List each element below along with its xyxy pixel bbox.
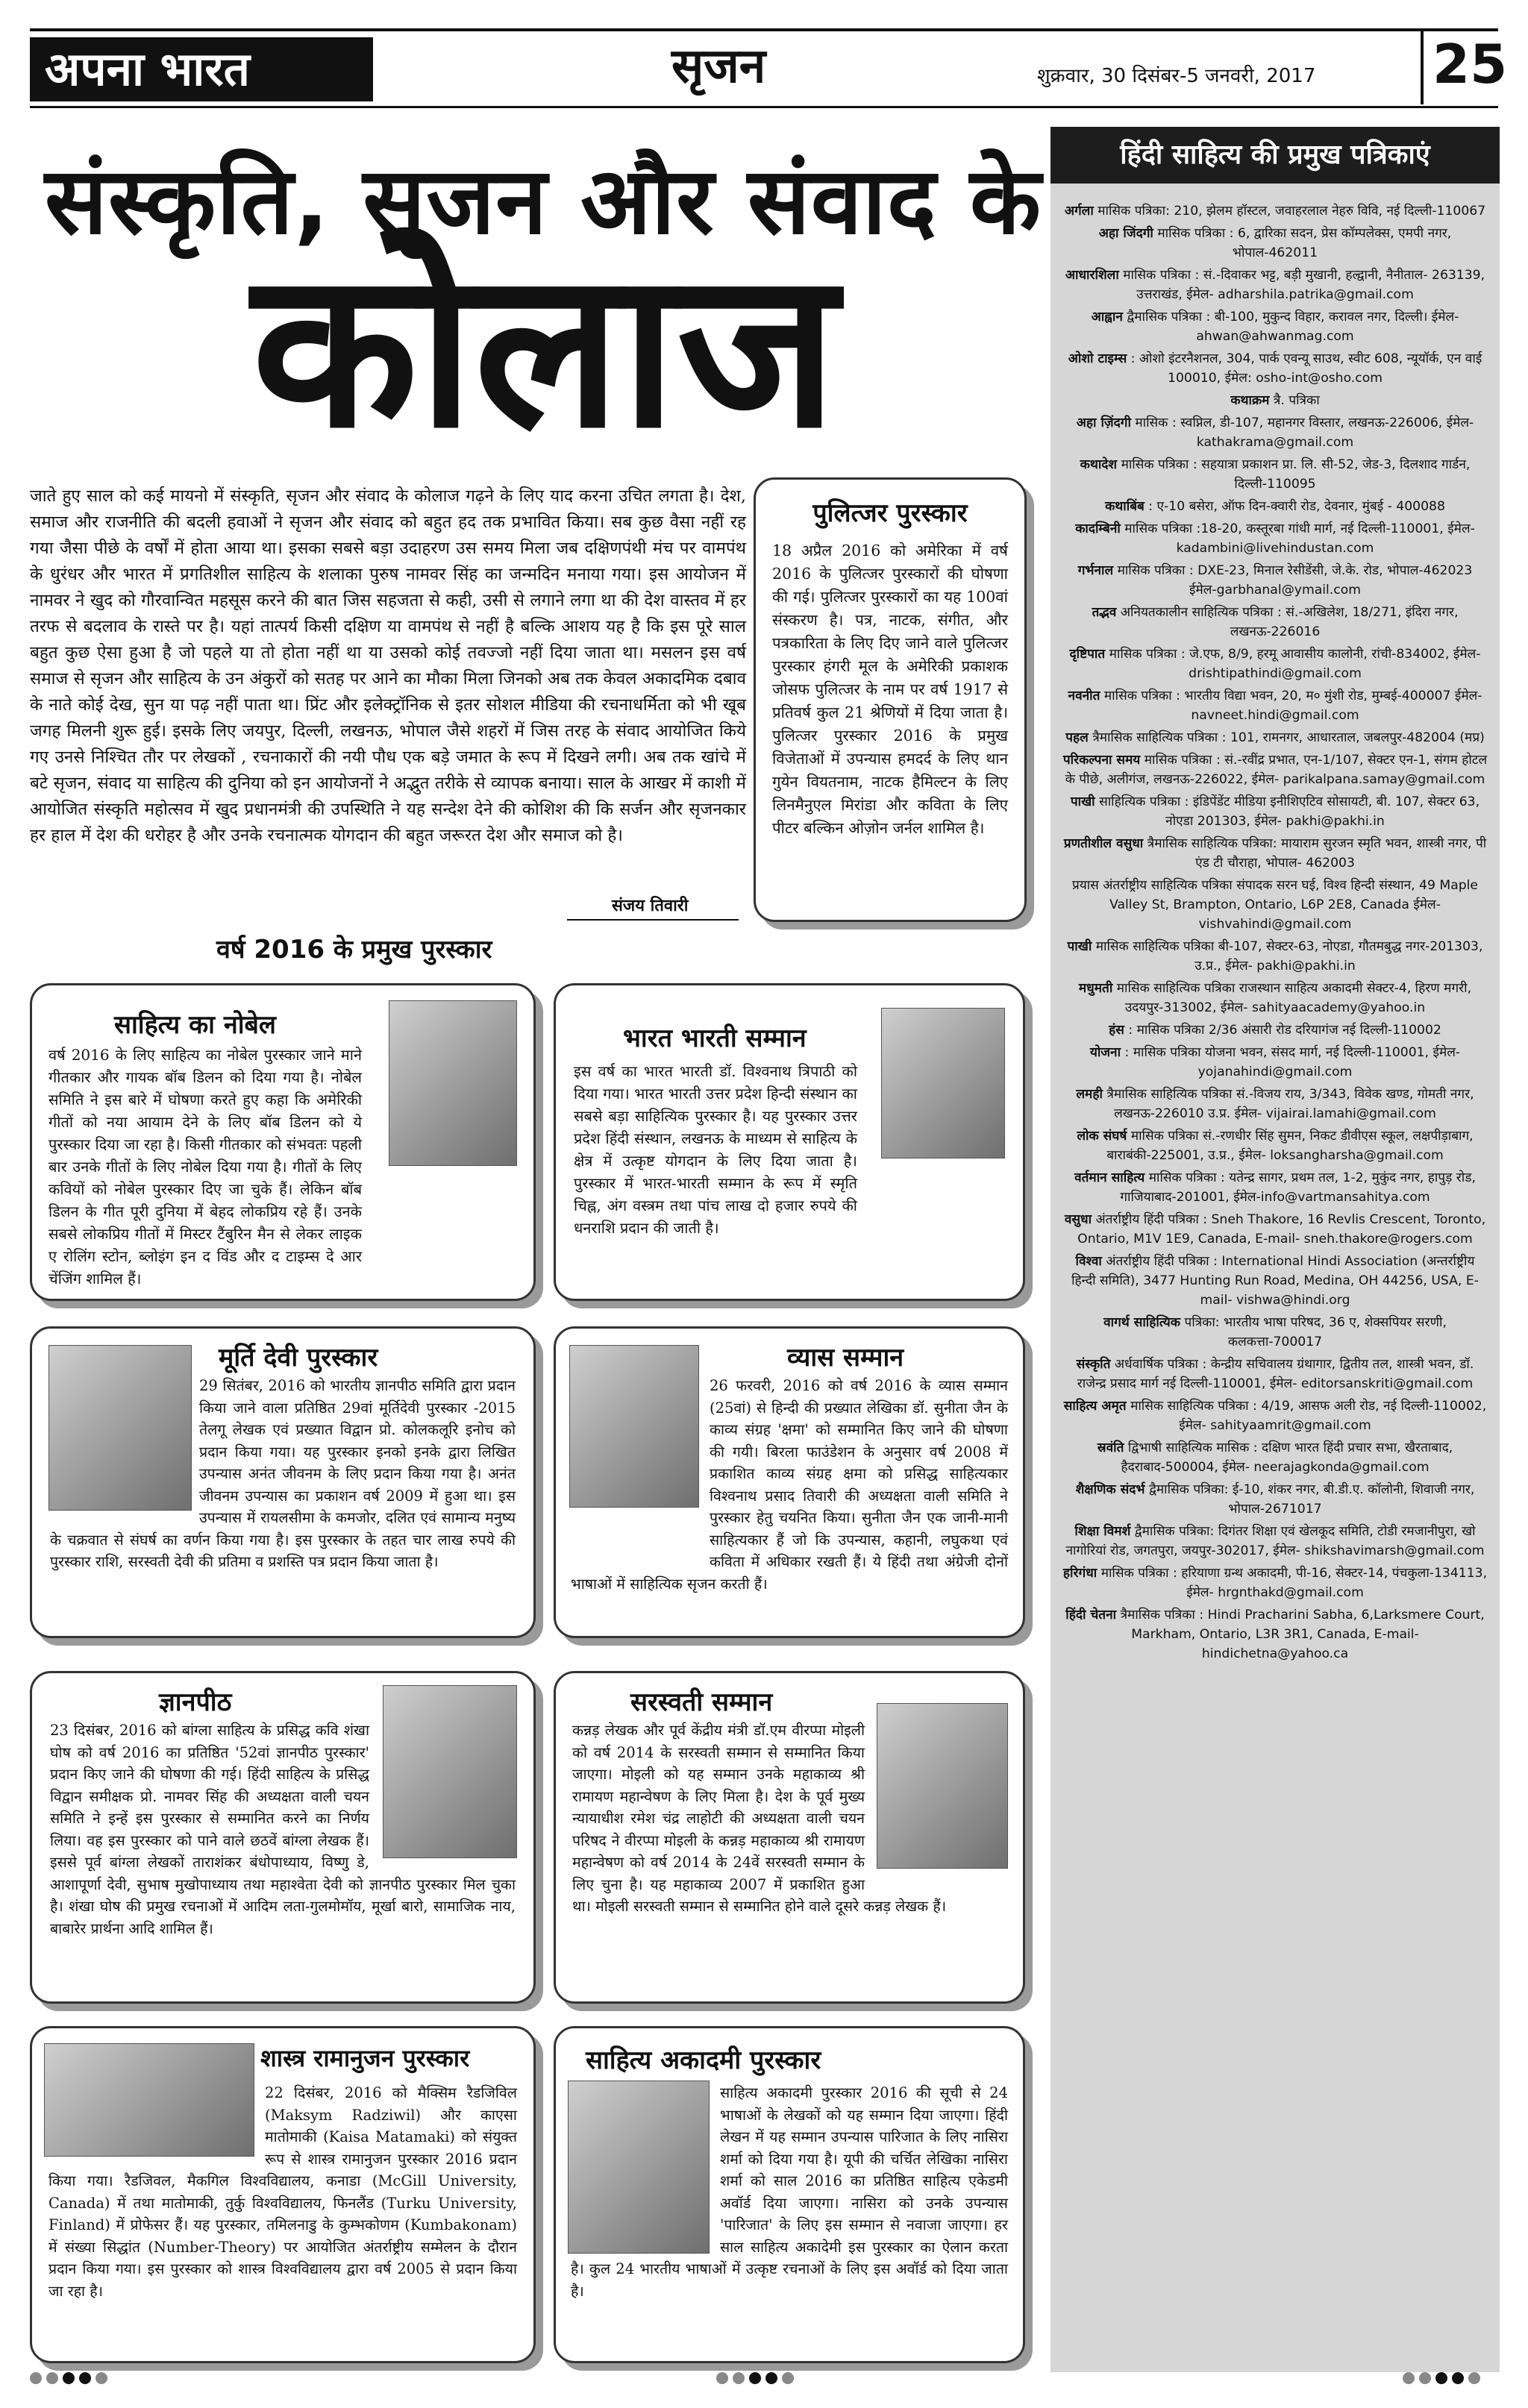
magazine-entry: [1062, 686, 1488, 725]
magazine-address: मासिक पत्रिका : हरियाणा ग्रन्थ अकादमी, पी-16, सेक्टर-14, पंचकुला-134113, ईमेल- hrgnthakd@gmail.com: [1100, 1566, 1488, 1600]
magazine-address: मासिक पत्रिका : भारतीय विद्या भवन, 20, म० मुंशी रोड, मुम्बई-400007 ईमेल- navneet.hindi@gmail.com: [1103, 689, 1482, 723]
masthead-bottom-rule: [30, 106, 1498, 108]
magazine-name: पहल: [1065, 730, 1089, 745]
magazine-entry: [1062, 1605, 1488, 1664]
magazine-name: स्रवंति: [1097, 1440, 1124, 1455]
magazine-name: योजना: [1089, 1045, 1121, 1060]
pulitzer-box: [754, 477, 1027, 922]
vyas-title: व्यास सम्मान: [787, 1343, 904, 1373]
magazine-name: हरिगंधा: [1062, 1566, 1098, 1581]
magazine-entry: [1062, 1438, 1488, 1477]
magazine-name: कथाक्रम: [1230, 393, 1270, 408]
jnanpith-body: 23 दिसंबर, 2016 को बांग्ला साहित्य के प्रसिद्ध कवि शंखा घोष को वर्ष 2016 का प्रतिष्ठित '52वां ज्ञानपीठ पुरस्कार' प्रदान किए जाने की घोषणा की गई। हिंदी साहित्य के प्रसिद्ध विद्वान समीक्षक प्रो. नामवर सिंह की अध्यक्षता वाली चयन समिति ने इन्हें इस पुरस्कार से सम्मानित करने का निर्णय लिया। वह इस पुरस्कार को पाने वाले छठवें बांग्ला लेखक हैं। इससे पूर्व बांग्ला लेखकों ताराशंकर बंधोपाध्याय, विष्णु डे, आशापूर्णा देवी, सुभाष मुखोपाध्याय तथा महाश्वेता देवी को ज्ञानपीठ पुरस्कार मिल चुका है। शंखा घोष की प्रमुख रचनाओं में आदिम लता-गुलमोमॉय, मूर्खा बारो, सामाजिक नाय, बाबारेर प्रार्थना आदि शामिल हैं।: [50, 1722, 516, 1937]
magazine-name: मधुमती: [1078, 981, 1113, 996]
jnanpith-title: ज्ञानपीठ: [159, 1687, 232, 1717]
magazine-entry: [1062, 728, 1488, 747]
magazine-address: द्वैमासिक पत्रिका : बी-100, मुकुन्द विहार, करावल नगर, दिल्ली। ईमेल-ahwan@ahwanmag.com: [1127, 310, 1459, 344]
sidebar-heading: हिंदी साहित्य की प्रमुख पत्रिकाएं: [1050, 127, 1500, 184]
akademi-box: [554, 2026, 1025, 2363]
magazine-entry: [1062, 1355, 1488, 1393]
magazine-entry: [1062, 1480, 1488, 1519]
magazine-entry: [1062, 603, 1488, 642]
magazine-address: : ओशो इंटरनैशनल, 304, पार्क एवन्यू साउथ, स्वीट 608, न्यूयॉर्क, एन वाई 100010, ईमेल: osho-int@osho.com: [1130, 351, 1482, 386]
page-number-divider: [1421, 30, 1424, 104]
magazine-name: अहा जिंदगी: [1098, 226, 1153, 241]
magazine-entry: [1062, 1085, 1488, 1123]
page-number: 25: [1432, 33, 1508, 95]
magazine-entry: [1062, 497, 1488, 516]
nobel-body: वर्ष 2016 के लिए साहित्य का नोबेल पुरस्कार जाने माने गीतकार और गायक बॉब डिलन को दिया गया है। नोबेल समिति ने इस बारे में घोषणा करते हुए कहा कि अमेरिकी गीतों को नया आयाम देने के लिए बॉब डिलन को ये पुरस्कार दिया जा रहा है। किसी गीतकार को संभवतः पहली बार उनके गीतों के लिए नोबेल दिया गया है। गीतों के लिए कवियों को नोबेल पुरस्कार दिए जा चुके हैं। लेकिन बॉब डिलन के गीत पूरी दुनिया में बेहद लोकप्रिय रहे हैं। उनके सबसे लोकप्रिय गीतों में मिस्टर टैंबुरिन मैन से लेकर लाइक ए रोलिंग स्टोन, ब्लोइंग इन द विंड और द टाइम्स दे आर चेंजिंग शामिल हैं।: [48, 1046, 362, 1288]
section-title: सृजन: [671, 39, 766, 94]
magazine-address: मासिक पत्रिका सं.-रणधीर सिंह सुमन, निकट डीवीएस स्कूल, लक्षपीड़ाबाग, बाराबंकी-225001, उ.प्र., ईमेल- loksangharsha@gmail.com: [1106, 1129, 1474, 1163]
magazine-entry: [1062, 979, 1488, 1018]
vishwanath-tripathi-photo: [881, 1008, 1005, 1158]
magazine-name: पाखी: [1070, 794, 1095, 809]
magazine-name: संस्कृति: [1076, 1357, 1111, 1372]
magazine-name: शैक्षणिक संदर्भ: [1075, 1482, 1145, 1497]
magazine-entry: [1062, 1252, 1488, 1310]
footer-dots-right: [1403, 2372, 1485, 2389]
magazine-address: त्रैमासिक साहित्यिक पत्रिका: मायाराम सुरजन स्मृति भवन, शास्त्री नगर, पी एंड टी चौराहा, भोपाल- 462003: [1147, 836, 1487, 871]
magazine-entry: [1062, 1313, 1488, 1352]
magazine-entry: [1062, 1396, 1488, 1435]
magazine-name: कथाबिंब: [1105, 499, 1145, 514]
magazine-entry: [1062, 1020, 1488, 1040]
magazine-entry: [1062, 561, 1488, 600]
magazine-name: लोक संघर्ष: [1077, 1129, 1127, 1144]
magazine-name: अर्गला: [1064, 204, 1094, 219]
magazine-address: द्वैमासिक पत्रिका: दिगंतर शिक्षा एवं खेलकूद समिति, टोडी रमजानीपुरा, खो नागोरियां रोड, जगतपुरा, जयपुर-302017, ईमेल- shikshavimarsh@gmail.com: [1065, 1524, 1485, 1558]
magazine-address: त्रैमासिक साहित्यिक पत्रिका : 101, रामनगर, आधारताल, जबलपुर-482004 (मप्र): [1092, 730, 1485, 745]
magazine-list: [1062, 201, 1488, 1667]
magazine-entry: [1062, 792, 1488, 831]
magazine-address: अंतर्राष्ट्रीय हिंदी पत्रिका : International Hindi Association (अन्तर्राष्ट्रीय हिन्दी समिति), 3477 Hunting Run Road, Medina, OH 44256, USA, E-mail- vishwa@hindi.org: [1071, 1254, 1479, 1308]
magazine-address: अनियतकालीन साहित्यिक पत्रिका : सं.-अखिलेश, 18/271, इंदिरा नगर, लखनऊ-226016: [1120, 605, 1459, 639]
intro-article: जाते हुए साल को कई मायनो में संस्कृति, सृजन और संवाद के कोलाज गढ़ने के लिए याद करना उचित लगता है। देश, समाज और राजनीति की बदली हवाओं ने सृजन और संवाद को बहुत हद तक प्रभावित किया। सब कुछ वैसा नहीं रह गया जैसा पीछे के वर्षों में होता आया था। इसका सबसे बड़ा उदाहरण उस समय मिला जब दक्षिणपंथी मंच पर वामपंथ के धुरंधर और भारत में प्रगतिशील साहित्य के शलाका पुरुष नामवर सिंह का जन्मदिन मनाया गया। इस आयोजन में नामवर ने खुद को गौरवान्वित महसूस करने की बात जिस सहजता से कही, उसी से लगाने लगा था की देश वास्तव में हर तरफ से बदलाव के रास्ते पर है। यहां तात्पर्य किसी दक्षिण या वामपंथ से नहीं है बल्कि आशय यह है कि इस पूरे साल बहुत कुछ ऐसा हुआ है जो पहले या तो होता नहीं था या उसको कोई तवज्जो नहीं दिया जाता था। मसलन इस वर्ष समाज से सृजन और साहित्य के उन अंकुरों को सतह पर आने का मौका मिला जिनको अब तक केवल अकादमिक दबाव के नाते कोई देख, सुन या पढ़ नहीं पाता था। प्रिंट और इलेक्ट्रॉनिक से इतर सोशल मीडिया की रचनाधर्मिता को भी खूब जगह मिलनी शुरू हुई। इसके लिए जयपुर, दिल्ली, लखनऊ, भोपाल जैसे शहरों में जिस तरह के संवाद आयोजित किये गए उनसे निश्चित तौर पर लेखकों , रचनाकारों की नयी पौध एक बड़े जमात के रूप में दिखने लगी। अब तक खांचे में बटे सृजन, संवाद या साहित्य की दुनिया को इन आयोजनों ने अद्भुत तरीके से व्यापक बनाया। साल के आखर में काशी में आयोजित संस्कृति महोत्सव में खुद प्रधानमंत्री की उपस्थिति ने यह सन्देश देने की कोशिश की कि सर्जन और सृजनकार हर हाल में देश की धरोहर है और उनके रचनात्मक योगदान की बहुत जरूरत देश और समाज को है।: [30, 486, 746, 845]
murti-devi-body: 29 सितंबर, 2016 को भारतीय ज्ञानपीठ समिति द्वारा प्रदान किया जाने वाला प्रतिष्ठित 29वां मूर्तिदेवी पुरस्कार -2015 तेलगू लेखक एवं प्रख्यात विद्वान प्रो. कोलकलूरि इनोच को प्रदान किया गया। यह पुरस्कार इनको इनके द्वारा लिखित उपन्यास अनंत जीवनम के लिए प्रदान किया गया है। अनंत जीवनम उपन्यास का प्रकाशन वर्ष 2009 में हुआ था। इस उपन्यास में रायलसीमा के कमजोर, दलित एवं सामान्य मनुष्य के चक्रवात से संघर्ष का वर्णन किया गया है। इस पुरस्कार के तहत चार लाख रुपये की पुरस्कार राशि, सरस्वती देवी की प्रतिमा व प्रशस्ति पत्र प्रदान किया जाता है।: [50, 1377, 516, 1570]
intro-author: संजय तिवारी: [612, 896, 689, 915]
issue-date: शुक्रवार, 30 दिसंबर-5 जनवरी, 2017: [1037, 65, 1316, 87]
magazine-address: : ए-10 बसेरा, ऑफ दिन-क्वारी रोड, देवनार, मुंबई - 400088: [1148, 499, 1445, 514]
magazine-address: पत्रिका: भारतीय भाषा परिषद, 36 ए, शेक्सपियर सरणी, कलकत्ता-700017: [1184, 1315, 1447, 1349]
vyas-body: 26 फरवरी, 2016 को वर्ष 2016 के व्यास सम्मान (25वां) से हिन्दी की प्रख्यात लेखिका डॉ. सुनीता जैन के काव्य संग्रह 'क्षमा' को सम्मानित किए जाने की घोषणा की गयी। बिरला फाउंडेशन के अनुसार वर्ष 2008 में प्रकाशित काव्य संग्रह क्षमा को प्रसिद्ध साहित्यकार विश्वनाथ प्रसाद तिवारी की अध्यक्षता वाली समिति ने पुरस्कार हेतु चयनित किया। सुनीता जैन एक जानी-मानी साहित्यकार हैं जो कि उपन्यास, कहानी, लघुकथा एवं कविता में अधिकार रखती हैं। ये हिंदी तथा अंग्रेजी दोनों भाषाओं में साहित्यिक सृजन करती हैं।: [571, 1377, 1008, 1593]
magazine-address: : मासिक पत्रिका योजना भवन, संसद मार्ग, नई दिल्ली-110001, ईमेल- yojanahindi@gmail.com: [1124, 1045, 1461, 1079]
awards-heading: वर्ष 2016 के प्रमुख पुरस्कार: [216, 935, 492, 965]
magazine-name: वर्तमान साहित्य: [1074, 1170, 1145, 1185]
magazine-name: कथादेश: [1080, 457, 1118, 472]
magazine-address: मासिक साहित्यिक पत्रिका बी-107, सेक्टर-63, नोएडा, गौतमबुद्ध नगर-201303, उ.प्र., ईमेल- pakhi@pakhi.in: [1095, 939, 1483, 973]
magazine-name: शिक्षा विमर्श: [1074, 1524, 1131, 1539]
saraswati-body: कन्नड़ लेखक और पूर्व केंद्रीय मंत्री डॉ.एम वीरप्पा मोइली को वर्ष 2014 के सरस्वती सम्मान से सम्मानित किया जाएगा। मोइली को यह सम्मान उनके महाकाव्य श्री रामायण महान्वेषण के लिए मिला है। देश के पूर्व मुख्य न्यायाधीश रमेश चंद्र लाहोटी की अध्यक्षता वाली चयन परिषद ने वीरप्पा मोइली के कन्नड़ महाकाव्य श्री रामायण महान्वेषण को वर्ष 2014 के 24वें सरस्वती सम्मान के लिए चुना है। यह महाकाव्य 2007 में प्रकाशित हुआ था। मोइली सरस्वती सम्मान से सम्मानित होने वाले दूसरे कन्नड़ लेखक हैं।: [572, 1722, 947, 1915]
magazine-address: मासिक पत्रिका : DXE-23, मिनाल रेसीडेंसी, जे.के. रोड, भोपाल-462023 ईमेल-garbhanal@ymail.com: [1117, 563, 1473, 598]
pulitzer-title: पुलित्जर पुरस्कार: [812, 498, 968, 528]
magazine-entry: [1062, 876, 1488, 934]
masthead-title: अपना भारत: [30, 37, 373, 101]
magazine-address: मासिक पत्रिका : सहयात्रा प्रकाशन प्रा. लि. सी-52, जेड-3, दिलशाद गार्डन, दिल्ली-110095: [1121, 457, 1471, 492]
magazine-entry: [1062, 834, 1488, 873]
magazine-entry: [1062, 307, 1488, 346]
magazine-name: हिंदी चेतना: [1065, 1608, 1117, 1622]
magazine-address: अर्धवार्षिक पत्रिका : केन्द्रीय सचिवालय ग्रंथागार, द्वितीय तल, शास्त्री भवन, डॉ. राजेन्द्र प्रसाद मार्ग नई दिल्ली-110001, ईमेल- editorsanskriti@gmail.com: [1077, 1357, 1474, 1391]
saraswati-box: [554, 1671, 1025, 2004]
magazine-address: मासिक साहित्यिक पत्रिका राजस्थान साहित्य अकादमी सेक्टर-4, हिरण मगरी, उदयपुर-313002, ईमेल- sahityaacademy@yahoo.in: [1116, 981, 1472, 1015]
magazine-name: गर्भनाल: [1077, 563, 1114, 578]
murti-devi-title: मूर्ति देवी पुरस्कार: [219, 1343, 378, 1373]
magazine-name: परिकल्पना समय: [1062, 753, 1141, 768]
magazine-name: विश्वा: [1075, 1254, 1102, 1269]
nobel-box: [30, 983, 536, 1301]
magazine-entry: [1062, 1564, 1488, 1602]
headline-line-2: कोलाज: [251, 225, 838, 476]
magazine-entry: [1062, 937, 1488, 976]
magazine-entry: [1062, 1043, 1488, 1082]
murti-devi-box: [30, 1326, 536, 1638]
magazine-name: दृष्टिपात: [1069, 647, 1106, 662]
magazine-address: : मासिक पत्रिका 2/36 अंसारी रोड दरियागंज नई दिल्ली-110002: [1128, 1023, 1441, 1038]
magazine-entry: [1062, 391, 1488, 410]
magazine-name: अहा ज़िंदगी: [1076, 416, 1131, 430]
ramanujan-title: शास्त्र रामानुजन पुरस्कार: [260, 2044, 470, 2072]
magazine-address: मासिक साहित्यिक पत्रिका : 4/19, आसफ अली रोड, नई दिल्ली-110002, ईमेल- sahityaamrit@gmail.com: [1130, 1399, 1487, 1433]
magazine-entry: [1062, 349, 1488, 388]
saraswati-title: सरस्वती सम्मान: [630, 1687, 773, 1717]
nobel-title: साहित्य का नोबेल: [114, 1010, 276, 1040]
magazine-name: वसुधा: [1064, 1212, 1092, 1227]
magazine-name: लमही: [1076, 1087, 1103, 1102]
magazine-address: अंतर्राष्ट्रीय हिंदी पत्रिका : Sneh Thakore, 16 Revlis Crescent, Toronto, Ontario, M1V 1E9, Canada, E-mail- sneh.thakore@rogers.com: [1077, 1212, 1486, 1247]
magazine-entry: [1062, 266, 1488, 304]
magazine-address: त्रैमासिक साहित्यिक पत्रिका सं.-विजय राय, 3/343, विवेक खण्ड, गोमती नगर, लखनऊ-226010 उ.प्र. ईमेल- vijairai.lamahi@gmail.com: [1106, 1087, 1474, 1121]
magazine-name: कादम्बिनी: [1075, 521, 1121, 536]
ramanujan-body: 22 दिसंबर, 2016 को मैक्सिम रैडजिविल (Maksym Radziwil) और काएसा माताेमाकी (Kaisa Matamaki) को संयुक्त रूप से शास्त्र रामानुजन पुरस्कार 2016 प्रदान किया गया। रैडजिवल, मैकगिल विश्वविद्यालय, कनाडा (McGill University, Canada) में तथा माताेमाकी, तुर्कु विश्वविद्यालय, फिनलैंड (Turku University, Finland) में प्रोफेसर हैं। यह पुरस्कार, तमिलनाडु के कुम्भकोणम (Kumbakonam) में संख्या सिद्धांत (Number-Theory) पर आयोजित अंतर्राष्ट्रीय सम्मेलन के दौरान प्रदान किया गया। इस पुरस्कार को शास्त्र विश्वविद्यालय द्वारा वर्ष 2005 से प्रदान किया जा रहा है।: [48, 2084, 517, 2300]
magazine-entry: [1062, 645, 1488, 683]
magazine-entry: [1062, 519, 1488, 558]
magazine-address: साहित्यिक पत्रिका : इंडिपेंडेंट मीडिया इनीशिएटिव सोसायटी, बी. 107, सेक्टर 63, नोएडा 201303, ईमेल- pakhi@pakhi.in: [1099, 794, 1480, 829]
headline-line-1: संस्कृति, सृजन और संवाद के: [45, 148, 1042, 255]
bharat-bharti-box: [554, 983, 1025, 1301]
magazine-address: मासिक पत्रिका :18-20, कस्तूरबा गांधी मार्ग, नई दिल्ली-110001, ईमेल-kadambini@livehindustan.com: [1124, 521, 1475, 556]
magazine-entry: [1062, 413, 1488, 452]
magazine-entry: [1062, 455, 1488, 494]
magazine-entry: [1062, 1168, 1488, 1207]
magazine-address: त्रै. पत्रिका: [1273, 393, 1320, 408]
footer-dots-center: [716, 2372, 798, 2389]
akademi-body: साहित्य अकादमी पुरस्कार 2016 की सूची से 24 भाषाओं के लेखकों को यह सम्मान दिया जाएगा। हिंदी लेखन में यह सम्मान उपन्यास पारिजात के लिए नासिरा शर्मा को दिया गया है। यूपी की चर्चित लेखिका नासिरा शर्मा को साल 2016 का प्रतिष्ठित साहित्य एकेडमी अवॉर्ड दिया जाएगा। नासिरा को उनके उपन्यास 'पारिजात' के लिए इस सम्मान से नवाजा जाएगा। हर साल साहित्य अकादेमी इस पुरस्कार का ऐलान करता है। कुल 24 भारतीय भाषाओं में उत्कृष्ट रचनाओं के लिए इस अवॉर्ड को दिया जाता है।: [571, 2084, 1008, 2300]
footer-dots-left: [30, 2372, 112, 2389]
magazine-address: मासिक पत्रिका : सं.-रवींद्र प्रभात, एन-1/107, सेक्टर एन-1, संगम होटल के पीछे, अलीगंज, लखनऊ-226022, ईमेल- parikalpana.samay@gmail.com: [1065, 753, 1488, 787]
magazine-entry: [1062, 750, 1488, 789]
magazine-name: आधारशिला: [1065, 268, 1119, 283]
magazine-address: प्रयास अंतर्राष्ट्रीय साहित्यिक पत्रिका संपादक सरन घई, विश्व हिन्दी संस्थान, 49 Maple Valley St, Brampton, Ontario, L6P 2E8, Canada ईमेल- vishvahindi@gmail.com: [1071, 878, 1479, 932]
magazine-entry: [1062, 201, 1488, 221]
bob-dylan-photo: [389, 1000, 517, 1166]
magazine-name: प्रणतीशील वसुधा: [1063, 836, 1144, 851]
magazine-entry: [1062, 1522, 1488, 1561]
magazine-address: मासिक : स्वप्निल, डी-107, महानगर विस्तार, लखनऊ-226006, ईमेल- kathakrama@gmail.com: [1135, 416, 1474, 450]
magazine-address: मासिक पत्रिका: 210, झेलम हॉस्टल, जवाहरलाल नेहरु विवि, नई दिल्ली-110067: [1098, 204, 1486, 219]
magazine-address: मासिक पत्रिका : यतेन्द्र सागर, प्रथम तल, 1-2, मुकुंद नगर, हापुड़ रोड, गाजियाबाद-201001, ईमेल-info@vartmansahitya.com: [1120, 1170, 1476, 1205]
magazine-name: साहित्य अमृत: [1063, 1399, 1127, 1414]
magazine-address: त्रैमासिक पत्रिका : Hindi Pracharini Sabha, 6,Larksmere Court, Markham, Ontario, L3R 3R1, Canada, E-mail- hindichetna@yahoo.ca: [1120, 1608, 1485, 1661]
magazine-name: नवनीत: [1068, 689, 1100, 703]
ramanujan-box: [30, 2026, 536, 2363]
vyas-box: [554, 1326, 1025, 1638]
author-underline: [567, 919, 739, 921]
akademi-title: साहित्य अकादमी पुरस्कार: [586, 2045, 821, 2075]
magazine-name: तद्भव: [1092, 605, 1117, 620]
jnanpith-box: [30, 1671, 536, 2004]
magazine-address: मासिक पत्रिका : सं.-दिवाकर भट्ट, बड़ी मुखानी, हल्द्वानी, नैनीताल- 263139, उत्तराखंड, ईमेल- adharshila.patrika@gmail.com: [1123, 268, 1485, 302]
magazine-address: द्वैमासिक पत्रिका: ई-10, शंकर नगर, बी.डी.ए. कॉलोनी, शिवाजी नगर, भोपाल-2671017: [1148, 1482, 1475, 1517]
magazine-entry: [1062, 1210, 1488, 1249]
magazine-address: द्विभाषी साहित्यिक मासिक : दक्षिण भारत हिंदी प्रचार सभा, खैरताबाद, हैदराबाद-500004, ईमेल- neerajagkonda@gmail.com: [1121, 1440, 1453, 1475]
magazine-name: पाखी: [1067, 939, 1092, 954]
magazine-name: वागर्थ साहित्यिक: [1103, 1315, 1180, 1330]
magazine-address: मासिक पत्रिका : 6, द्वारिका सदन, प्रेस कॉम्पलेक्स, एमपी नगर, भोपाल-462011: [1157, 226, 1452, 260]
magazine-name: ओशो टाइम्स: [1068, 351, 1127, 366]
bharat-bharti-body: इस वर्ष का भारत भारती डॉ. विश्वनाथ त्रिपाठी को दिया गया। भारत भारती उत्तर प्रदेश हिन्दी संस्थान का सबसे बड़ा साहित्यिक पुरस्कार है। यह पुरस्कार उत्तर प्रदेश हिंदी संस्थान, लखनऊ के माध्यम से साहित्य के क्षेत्र में उत्कृष्ट योगदान के लिए दिया जाता है। पुरस्कार में भारत-भारती सम्मान के रूप में स्मृति चिह्न, अंग वस्त्रम तथा पांच लाख दो हजार रुपये की धनराशि प्रदान की जाती है।: [574, 1062, 857, 1237]
magazine-entry: [1062, 224, 1488, 263]
magazine-name: हंस: [1109, 1023, 1124, 1038]
magazine-name: आह्वान: [1091, 310, 1123, 324]
pulitzer-body: 18 अप्रैल 2016 को अमेरिका में वर्ष 2016 के पुलित्जर पुरस्कारों की घोषणा की गई। पुलित्जर पुरस्कारों का यह 100वां संस्करण है। पत्र, नाटक, संगीत, और पत्रकारिता के लिए दिए जाने वाले पुलित्जर पुरस्कार हंगरी मूल के अमेरिकी प्रकाशक जोसफ पुलित्जर के नाम पर वर्ष 1917 से प्रतिवर्ष कुल 21 श्रेणियों में दिया जाता है। पुलित्जर पुरस्कार 2016 के प्रमुख विजेताओं में उपन्यास हमदर्द के लिए थान गुयेन वियतनाम, नाटक हैमिल्टन के लिए लिनमैनुएल मिरांडा और कविता के लिए पीटर बल्किन ओज़ोन जर्नल शामिल है।: [772, 542, 1008, 837]
magazine-address: मासिक पत्रिका : जे.एफ, 8/9, हरमू आवासीय कालोनी, रांची-834002, ईमेल- drishtipathindi@gmail.com: [1109, 647, 1481, 681]
magazine-entry: [1062, 1126, 1488, 1165]
bharat-bharti-title: भारत भारती सम्मान: [623, 1023, 807, 1053]
